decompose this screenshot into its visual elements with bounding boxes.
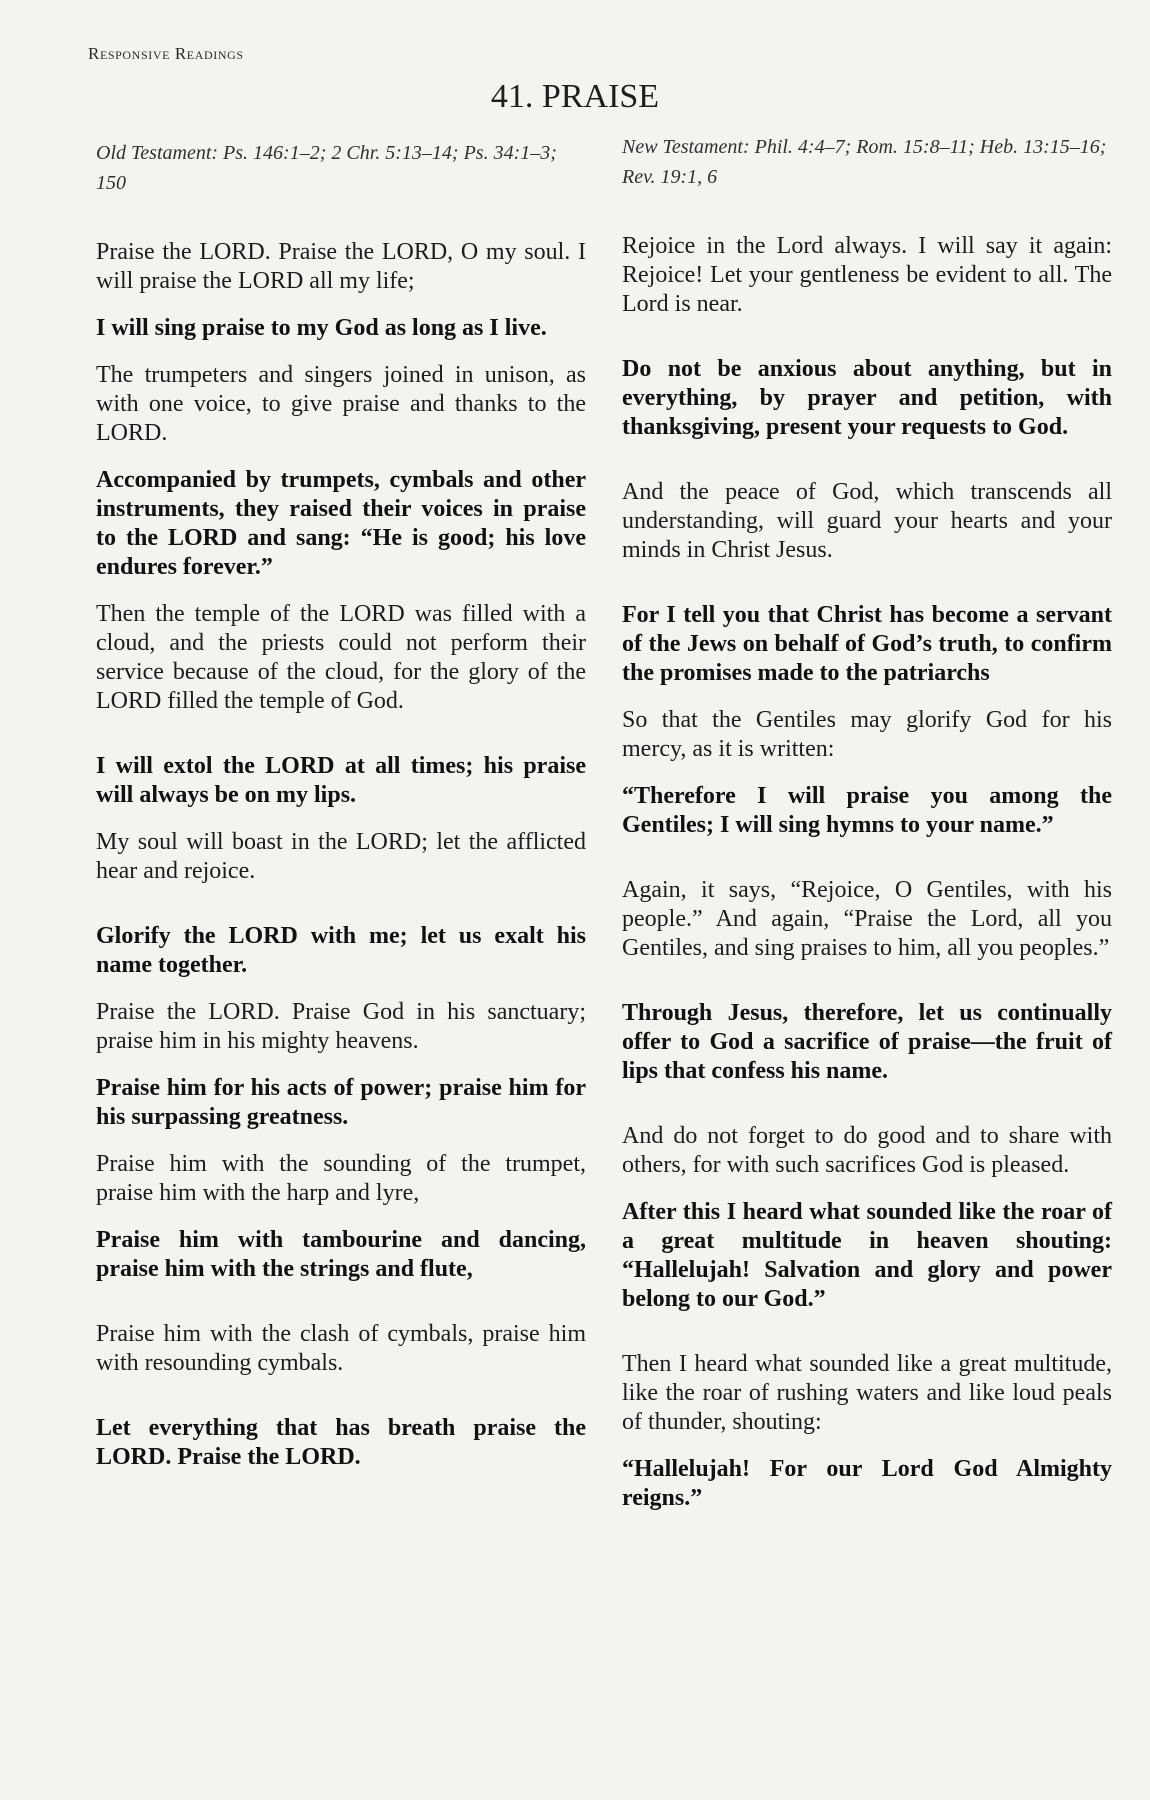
congregation-response: “Therefore I will praise you among the Gentiles; I will sing hymns to your name.”: [622, 783, 1112, 838]
congregation-response: “Hallelujah! For our Lord God Almighty reigns.”: [622, 1456, 1112, 1511]
congregation-response: I will sing praise to my God as long as I live.: [96, 315, 547, 341]
congregation-response: After this I heard what sounded like the roar of a great multitude in heaven shouting: “Hallelujah! Salvation and glory and power belong to our God.”: [622, 1199, 1112, 1312]
congregation-response: Praise him for his acts of power; praise him for his surpassing greatness.: [96, 1075, 586, 1130]
congregation-response: Do not be anxious about anything, but in everything, by prayer and petition, with thanksgiving, present your requests to God.: [622, 356, 1112, 440]
new-testament-column: [622, 132, 1112, 1531]
leader-reading: Praise him with the clash of cymbals, praise him with resounding cymbals.: [96, 1321, 586, 1376]
congregation-response: Praise him with tambourine and dancing, praise him with the strings and flute,: [96, 1227, 586, 1282]
leader-reading: Then I heard what sounded like a great multitude, like the roar of rushing waters and like loud peals of thunder, shouting:: [622, 1351, 1112, 1435]
congregation-response: For I tell you that Christ has become a servant of the Jews on behalf of God’s truth, to confirm the promises made to the patriarchs: [622, 602, 1112, 686]
leader-reading: Praise the LORD. Praise God in his sanctuary; praise him in his mighty heavens.: [96, 999, 586, 1054]
old-testament-paragraphs: [96, 238, 586, 1472]
congregation-response: Glorify the LORD with me; let us exalt his name together.: [96, 923, 586, 978]
new-testament-paragraphs: [622, 232, 1112, 1513]
old-testament-source: Old Testament: Ps. 146:1–2; 2 Chr. 5:13–14; Ps. 34:1–3; 150: [96, 142, 557, 194]
leader-reading: Rejoice in the Lord always. I will say it again: Rejoice! Let your gentleness be evident to all. The Lord is near.: [622, 233, 1112, 317]
old-testament-column: [96, 138, 586, 1490]
congregation-response: I will extol the LORD at all times; his praise will always be on my lips.: [96, 753, 586, 808]
reading-title: 41. PRAISE: [490, 78, 660, 115]
leader-reading: And do not forget to do good and to share with others, for with such sacrifices God is pleased.: [622, 1123, 1112, 1178]
leader-reading: Praise the LORD. Praise the LORD, O my soul. I will praise the LORD all my life;: [96, 239, 586, 294]
congregation-response: Let everything that has breath praise the LORD. Praise the LORD.: [96, 1415, 586, 1470]
running-head: Responsive Readings: [88, 44, 244, 63]
leader-reading: Praise him with the sounding of the trumpet, praise him with the harp and lyre,: [96, 1151, 586, 1206]
leader-reading: My soul will boast in the LORD; let the afflicted hear and rejoice.: [96, 829, 586, 884]
new-testament-source: New Testament: Phil. 4:4–7; Rom. 15:8–11; Heb. 13:15–16; Rev. 19:1, 6: [622, 136, 1107, 188]
congregation-response: Through Jesus, therefore, let us continually offer to God a sacrifice of praise—the fruit of lips that confess his name.: [622, 1000, 1112, 1084]
leader-reading: The trumpeters and singers joined in unison, as with one voice, to give praise and thanks to the LORD.: [96, 362, 586, 446]
congregation-response: Accompanied by trumpets, cymbals and other instruments, they raised their voices in praise to the LORD and sang: “He is good; his love endures forever.”: [96, 467, 586, 580]
leader-reading: Then the temple of the LORD was filled with a cloud, and the priests could not perform their service because of the cloud, for the glory of the LORD filled the temple of God.: [96, 601, 586, 714]
leader-reading: And the peace of God, which transcends all understanding, will guard your hearts and your minds in Christ Jesus.: [622, 479, 1112, 563]
leader-reading: Again, it says, “Rejoice, O Gentiles, with his people.” And again, “Praise the Lord, all you Gentiles, and sing praises to him, all you peoples.”: [622, 877, 1112, 961]
leader-reading: So that the Gentiles may glorify God for his mercy, as it is written:: [622, 707, 1112, 762]
